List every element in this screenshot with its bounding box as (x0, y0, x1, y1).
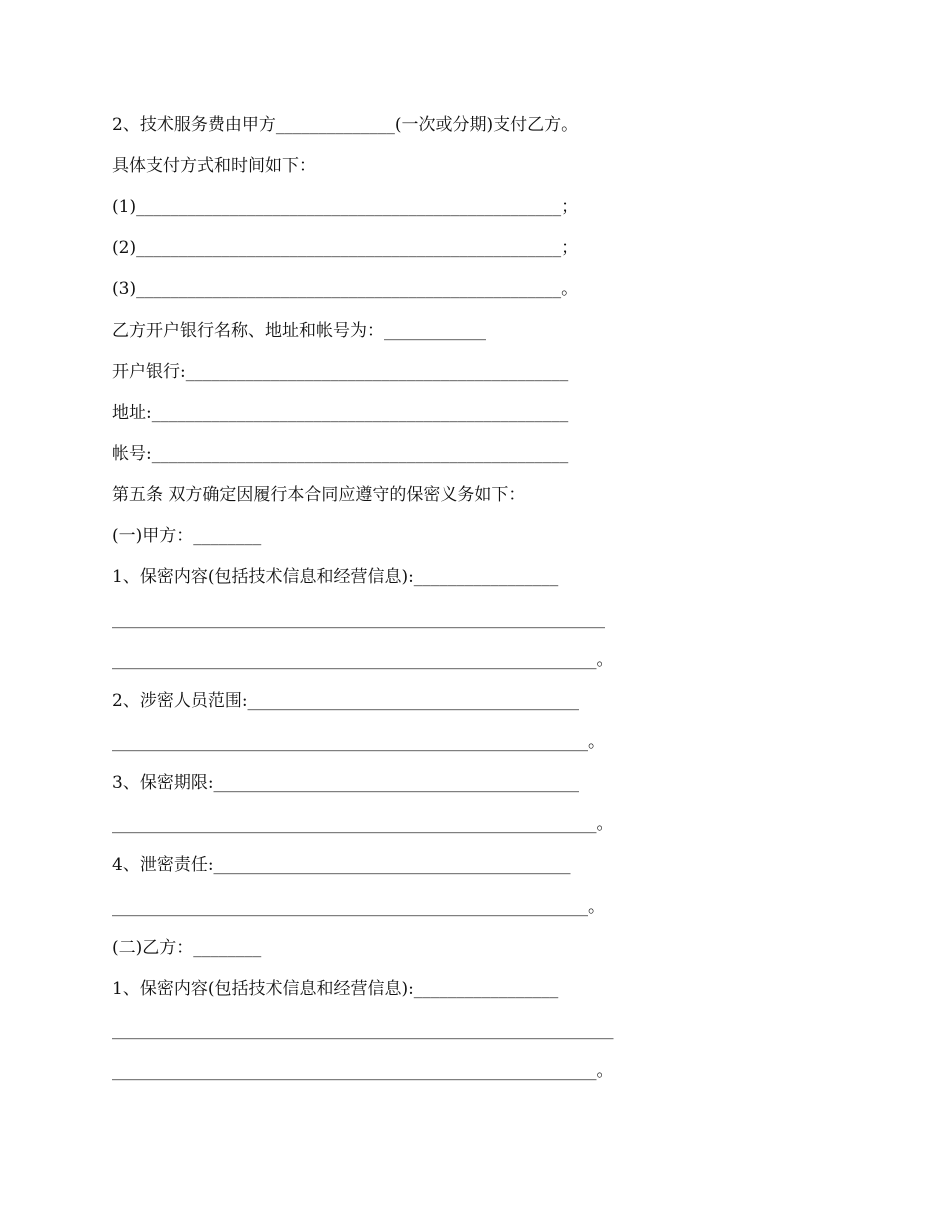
party-b-secret-content: 1、保密内容(包括技术信息和经营信息):_________________ (112, 979, 559, 999)
payment-item-3: (3)__________________________________________________。 (112, 279, 579, 299)
party-a-personnel-scope-blank: ________________________________________________________。 (112, 732, 605, 752)
party-b-secret-content-blank-1: ___________________________________________________________ (112, 1020, 614, 1040)
payment-item-2: (2)__________________________________________________； (112, 238, 579, 258)
bank-info-line: 乙方开户银行名称、地址和帐号为：____________ (112, 321, 486, 341)
party-b-line: (二)乙方：________ (112, 938, 262, 958)
party-a-secret-content-blank-2: _________________________________________________________。 (112, 650, 614, 670)
article-five-heading: 第五条 双方确定因履行本合同应遵守的保密义务如下： (112, 485, 526, 505)
party-a-secret-content: 1、保密内容(包括技术信息和经营信息):_________________ (112, 567, 559, 587)
party-a-secret-content-blank-1: __________________________________________________________ (112, 609, 605, 629)
payment-method-line: 2、技术服务费由甲方______________(一次或分期)支付乙方。 (112, 115, 579, 135)
bank-address-line: 地址:_________________________________________________ (112, 403, 569, 423)
bank-name-line: 开户银行:_____________________________________________ (112, 362, 569, 382)
party-a-leak-liability: 4、泄密责任:__________________________________________ (112, 855, 571, 875)
party-b-secret-content-blank-2: _________________________________________________________。 (112, 1061, 614, 1081)
payment-schedule-intro: 具体支付方式和时间如下： (112, 156, 316, 176)
party-a-secret-period-blank: _________________________________________________________。 (112, 814, 614, 834)
payment-item-1: (1)__________________________________________________； (112, 197, 579, 217)
party-a-line: (一)甲方：________ (112, 526, 262, 546)
bank-account-line: 帐号:_________________________________________________ (112, 444, 569, 464)
party-a-personnel-scope: 2、涉密人员范围:_______________________________________ (112, 691, 580, 711)
party-a-leak-liability-blank: ________________________________________________________。 (112, 897, 605, 917)
party-a-secret-period: 3、保密期限:___________________________________________ (112, 773, 580, 793)
